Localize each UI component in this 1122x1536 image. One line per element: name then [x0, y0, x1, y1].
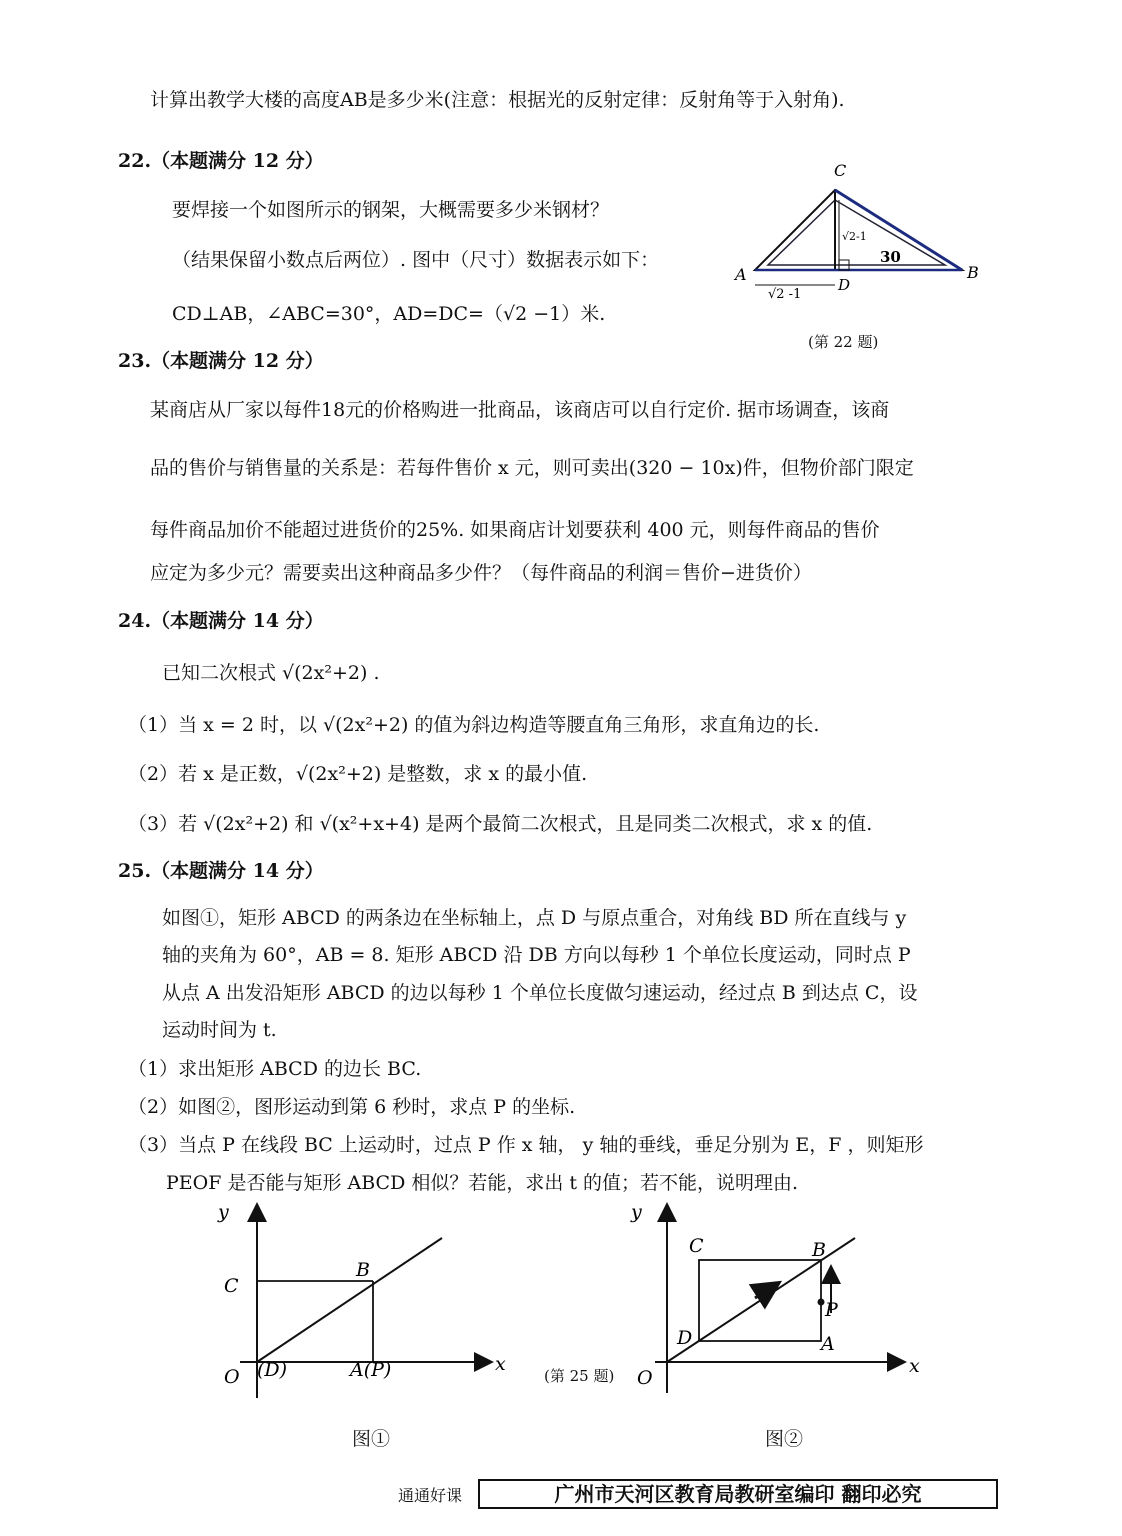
- q23-line3: 每件商品加价不能超过进货价的25%. 如果商店计划要获利 400 元，则每件商品的售价: [150, 519, 880, 541]
- q25-line4: 运动时间为 t.: [162, 1019, 277, 1041]
- q25-line3: 从点 A 出发沿矩形 ABCD 的边以每秒 1 个单位长度做匀速运动，经过点 B 到达点 C，设: [162, 982, 918, 1004]
- q22-label-ad-length: √2 -1: [768, 287, 802, 300]
- q24-part2: （2）若 x 是正数，√(2x²+2) 是整数，求 x 的最小值.: [128, 763, 588, 785]
- fig1-label-B: B: [356, 1259, 370, 1281]
- q23-line2: 品的售价与销售量的关系是：若每件售价 x 元，则可卖出(320 − 10x)件，但物价部门限定: [150, 457, 914, 479]
- q22-line2: （结果保留小数点后两位）. 图中（尺寸）数据表示如下：: [172, 249, 660, 271]
- q22-label-B: B: [967, 263, 979, 282]
- fig1-label-O: O: [224, 1366, 240, 1388]
- q22-label-cd-length: √2-1: [842, 230, 867, 243]
- fig2-label-P: P: [825, 1299, 838, 1321]
- q23-heading: 23.（本题满分 12 分）: [118, 350, 324, 372]
- q24-intro: 已知二次根式 √(2x²+2) .: [162, 662, 380, 684]
- q24-heading: 24.（本题满分 14 分）: [118, 610, 324, 632]
- fig1-label-x: x: [495, 1353, 506, 1375]
- fig2-label-y: y: [631, 1201, 642, 1223]
- q25-part1: （1）求出矩形 ABCD 的边长 BC.: [128, 1058, 422, 1080]
- q25-figure-1: [210, 1198, 510, 1408]
- fig2-label-A: A: [821, 1333, 835, 1355]
- q22-steel-frame-figure: [730, 160, 990, 300]
- q25-figure-2: [625, 1198, 925, 1408]
- q22-label-D: D: [838, 276, 851, 294]
- q22-line1: 要焊接一个如图所示的钢架，大概需要多少米钢材？: [172, 199, 610, 221]
- q24-part1: （1）当 x = 2 时，以 √(2x²+2) 的值为斜边构造等腰直角三角形，求直角边的长.: [128, 714, 820, 736]
- q25-part3a: （3）当点 P 在线段 BC 上运动时，过点 P 作 x 轴， y 轴的垂线，垂足分别为 E，F ，则矩形: [128, 1134, 924, 1156]
- q22-heading: 22.（本题满分 12 分）: [118, 150, 324, 172]
- fig1-caption: 图①: [352, 1428, 391, 1450]
- fig2-label-B: B: [812, 1239, 826, 1261]
- fig2-label-C: C: [689, 1235, 704, 1257]
- q23-line4: 应定为多少元？需要卖出这种商品多少件？（每件商品的利润＝售价−进货价）: [150, 562, 812, 584]
- footer-left-text: 通通好课: [398, 1486, 463, 1505]
- fig1-label-C: C: [224, 1275, 239, 1297]
- q25-part3b: PEOF 是否能与矩形 ABCD 相似？若能，求出 t 的值；若不能，说明理由.: [166, 1172, 799, 1194]
- fig2-caption: 图②: [765, 1428, 804, 1450]
- continued-question-text: 计算出教学大楼的高度AB是多少米(注意：根据光的反射定律：反射角等于入射角).: [150, 89, 845, 111]
- q24-part3: （3）若 √(2x²+2) 和 √(x²+x+4) 是两个最简二次根式，且是同类二次根式，求 x 的值.: [128, 813, 873, 835]
- q22-label-C: C: [834, 161, 847, 180]
- q25-figure-caption: (第 25 题): [544, 1367, 615, 1385]
- q23-line1: 某商店从厂家以每件18元的价格购进一批商品，该商店可以自行定价. 据市场调查，该商: [150, 399, 890, 421]
- q22-line3: CD⊥AB，∠ABC=30°，AD=DC=（√2 −1）米.: [172, 303, 606, 325]
- q25-part2: （2）如图②，图形运动到第 6 秒时，求点 P 的坐标.: [128, 1096, 576, 1118]
- fig1-label-A: A(P): [350, 1359, 392, 1381]
- fig2-label-x: x: [909, 1355, 920, 1377]
- q22-label-A: A: [735, 265, 747, 284]
- fig2-label-D: D: [677, 1327, 693, 1349]
- fig1-label-y: y: [218, 1201, 229, 1223]
- fig2-point-P: [818, 1299, 825, 1306]
- fig1-line-bd: [257, 1238, 442, 1362]
- q25-line2: 轴的夹角为 60°，AB = 8. 矩形 ABCD 沿 DB 方向以每秒 1 个单位长度运动，同时点 P: [162, 944, 911, 966]
- q22-figure-caption: (第 22 题): [808, 333, 879, 351]
- q22-label-angle: 30: [880, 248, 901, 266]
- footer-copyright-box: 广州市天河区教育局教研室编印 翻印必究: [478, 1479, 998, 1509]
- fig2-label-O: O: [637, 1367, 653, 1389]
- fig1-label-D: (D): [257, 1359, 288, 1381]
- q25-line1: 如图①，矩形 ABCD 的两条边在坐标轴上，点 D 与原点重合，对角线 BD 所在直线与 y: [162, 907, 907, 929]
- q25-heading: 25.（本题满分 14 分）: [118, 860, 324, 882]
